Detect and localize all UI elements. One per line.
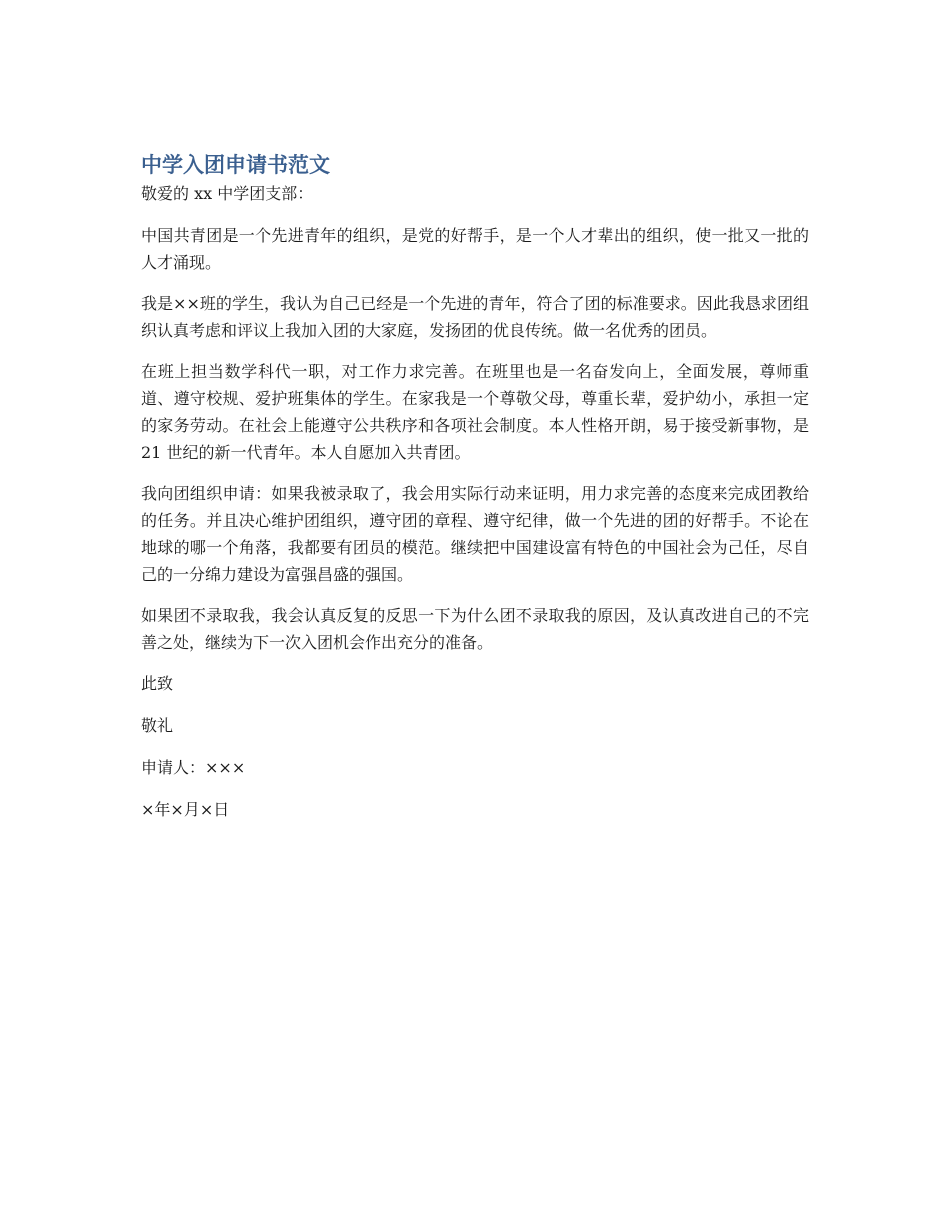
paragraph-intro: 中国共青团是一个先进青年的组织，是党的好帮手，是一个人才辈出的组织，使一批又一批的人才涌现。 [141, 226, 809, 272]
applicant-line: 申请人：××× [141, 758, 246, 777]
document-body [141, 150, 809, 838]
document-title: 中学入团申请书范文 [141, 153, 330, 177]
paragraph-self-statement: 我是××班的学生，我认为自己已经是一个先进的青年，符合了团的标准要求。因此我恳求团组织认真考虑和评议上我加入团的大家庭，发扬团的优良传统。做一名优秀的团员。 [141, 294, 809, 340]
date-line: ×年×月×日 [141, 800, 230, 819]
paragraph-commitment: 我向团组织申请：如果我被录取了，我会用实际行动来证明，用力求完善的态度来完成团教给的任务。并且决心维护团组织，遵守团的章程、遵守纪律，做一个先进的团的好帮手。不论在地球的哪一个角落，我都要有团员的模范。继续把中国建设富有特色的中国社会为己任，尽自己的一分绵力建设为富强昌盛的强国。 [141, 484, 809, 584]
paragraph-if-rejected: 如果团不录取我，我会认真反复的反思一下为什么团不录取我的原因，及认真改进自己的不完善之处，继续为下一次入团机会作出充分的准备。 [141, 606, 809, 652]
salutation: 敬爱的 xx 中学团支部： [141, 184, 314, 203]
closing-cizhi: 此致 [141, 674, 174, 693]
paragraph-performance: 在班上担当数学科代一职，对工作力求完善。在班里也是一名奋发向上，全面发展，尊师重道、遵守校规、爱护班集体的学生。在家我是一个尊敬父母，尊重长辈，爱护幼小，承担一定的家务劳动。在社会上能遵守公共秩序和各项社会制度。本人性格开朗，易于接受新事物，是 21 世纪的新一代青年。本人自愿加入共青团。 [141, 362, 809, 462]
closing-jingli: 敬礼 [141, 716, 174, 735]
